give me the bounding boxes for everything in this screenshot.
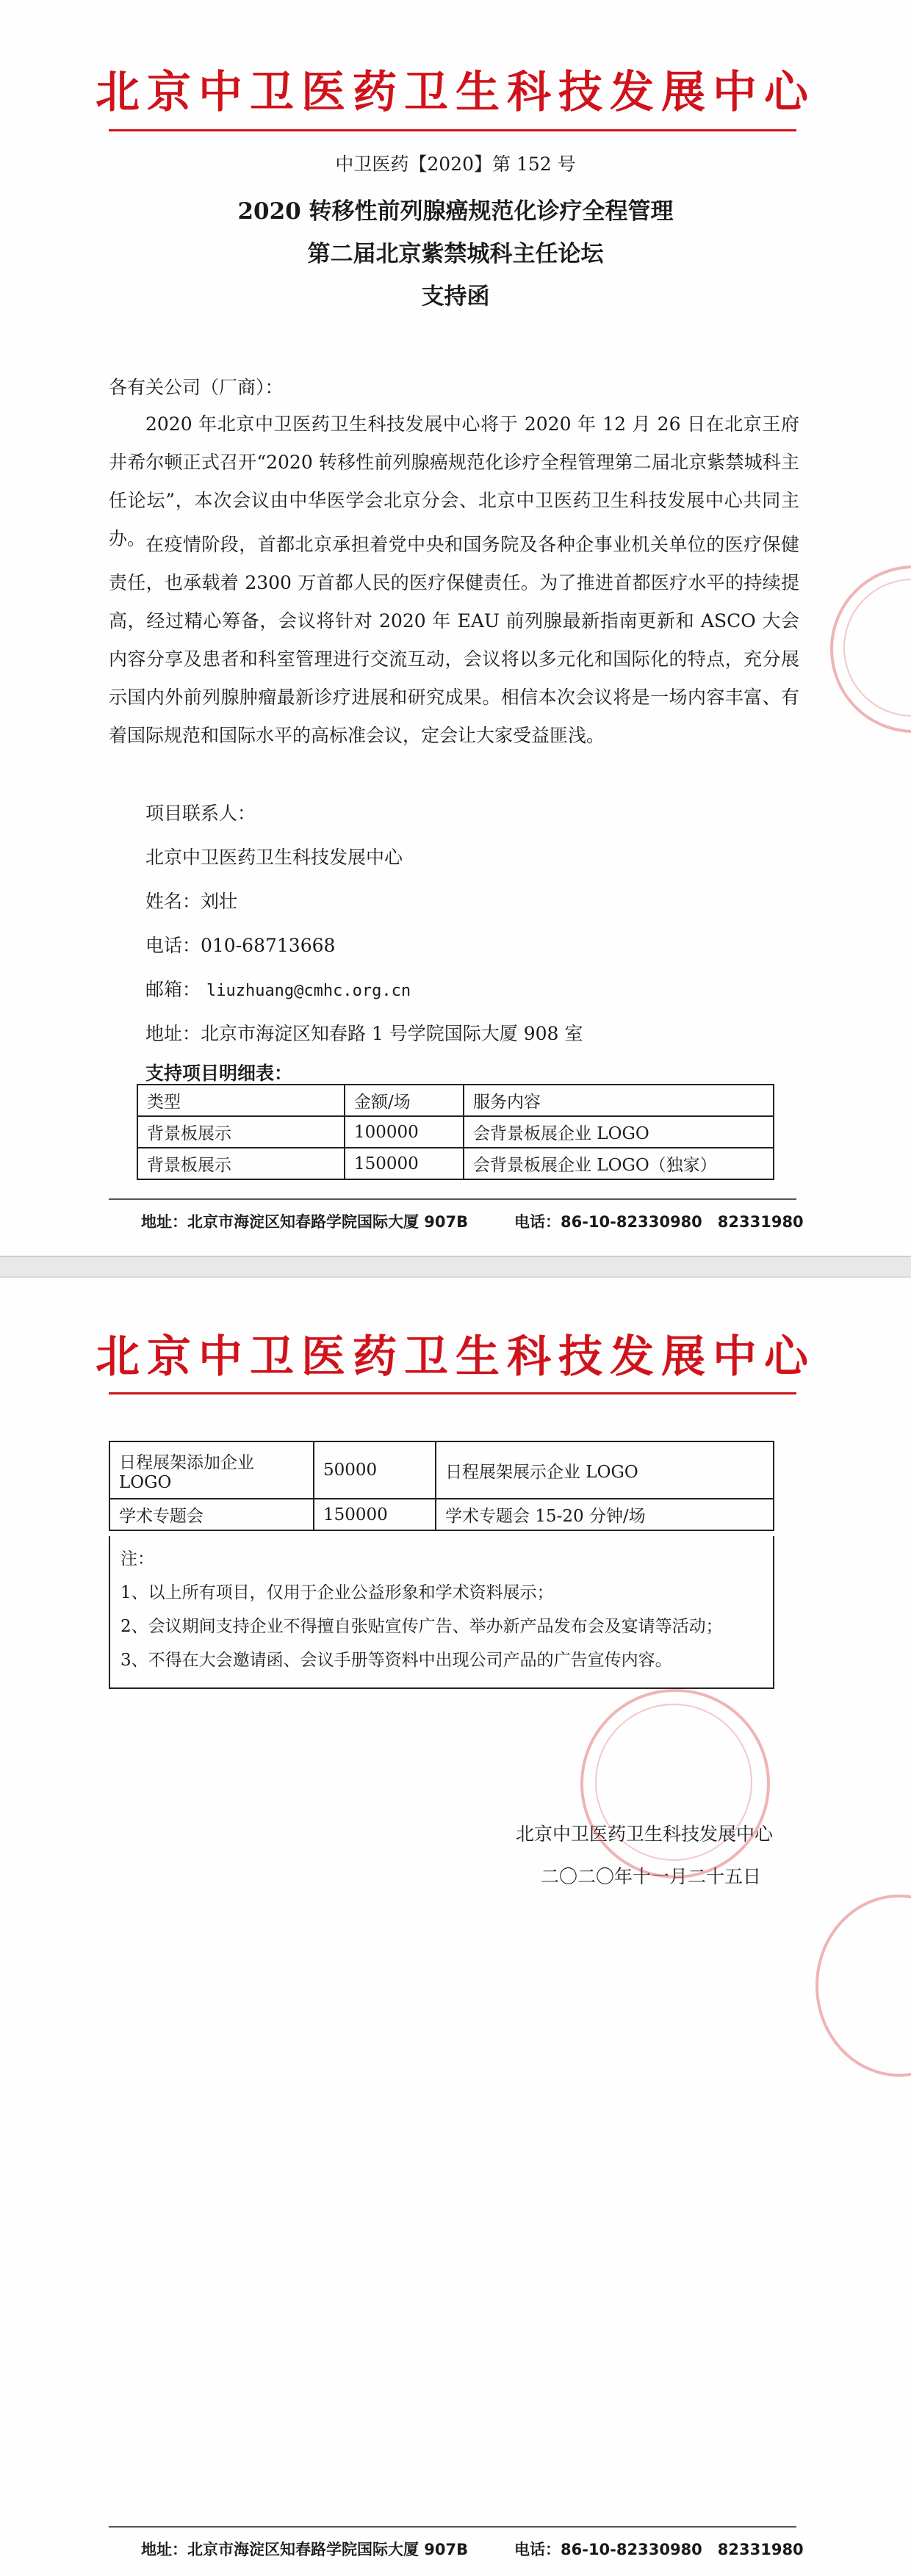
table-cell: 150000 bbox=[314, 1499, 436, 1530]
table-cell: 背景板展示 bbox=[137, 1116, 345, 1148]
table-cell: 150000 bbox=[345, 1148, 464, 1179]
table-cell: 日程展架添加企业 LOGO bbox=[109, 1441, 314, 1499]
page-gap bbox=[0, 1257, 911, 1276]
table-cell: 会背景板展企业 LOGO bbox=[464, 1116, 774, 1148]
table-cell: 100000 bbox=[345, 1116, 464, 1148]
contact-email: liuzhuang@cmhc.org.cn bbox=[206, 982, 411, 1000]
contact-phone: 电话：010-68713668 bbox=[145, 935, 336, 956]
signature-date: 二〇二〇年十一月二十五日 bbox=[541, 1866, 762, 1887]
footer-address: 地址：北京市海淀区知春路学院国际大厦 907B bbox=[141, 2541, 469, 2558]
letterhead-rule bbox=[109, 1392, 796, 1394]
footer-rule bbox=[109, 1198, 796, 1200]
table-cell: 会背景板展企业 LOGO（独家） bbox=[464, 1148, 774, 1179]
footer-rule bbox=[109, 2526, 796, 2528]
contact-name: 姓名：刘壮 bbox=[145, 891, 238, 912]
official-seal-stamp-inner bbox=[595, 1704, 752, 1861]
letterhead-title: 北京中卫医药卫生科技发展中心 bbox=[96, 1331, 815, 1383]
contact-email-row bbox=[145, 975, 411, 1002]
support-table bbox=[137, 1084, 774, 1180]
salutation: 各有关公司（厂商）： bbox=[109, 377, 284, 398]
note-item: 1、以上所有项目，仅用于企业公益形象和学术资料展示； bbox=[120, 1583, 554, 1602]
document-page-1 bbox=[0, 0, 911, 1257]
table-cell: 背景板展示 bbox=[137, 1148, 345, 1179]
table-header: 服务内容 bbox=[464, 1085, 774, 1116]
paragraph-text: 在疫情阶段，首都北京承担着党中央和国务院及各种企事业机关单位的医疗保健责任，也承载着 2300 万首都人民的医疗保健责任。为了推进首都医疗水平的持续提高，经过精心筹备，会议将针对 2020 年 EAU 前列腺最新指南更新和 ASCO 大会内容分享及患者和科室管理进行交流互动，会议将以多元化和国际化的特点，充分展示国内外前列腺肿瘤最新诊疗进展和研究成果。相信本次会议将是一场内容丰富、有着国际规范和国际水平的高标准会议，定会让大家受益匪浅。 bbox=[109, 534, 799, 746]
contact-heading: 项目联系人： bbox=[145, 803, 256, 824]
title-line-1: 2020 转移性前列腺癌规范化诊疗全程管理 bbox=[237, 198, 674, 225]
seal-stamp bbox=[815, 1895, 911, 2077]
table-cell: 学术专题会 15-20 分钟/场 bbox=[436, 1499, 774, 1530]
table-header-row bbox=[137, 1085, 774, 1116]
notes-box bbox=[109, 1536, 774, 1689]
table-cell: 50000 bbox=[314, 1441, 436, 1499]
title-line-3: 支持函 bbox=[421, 283, 490, 310]
table-row bbox=[137, 1116, 774, 1148]
table-cell: 日程展架展示企业 LOGO bbox=[436, 1441, 774, 1499]
letterhead-title: 北京中卫医药卫生科技发展中心 bbox=[96, 67, 815, 118]
contact-org: 北京中卫医药卫生科技发展中心 bbox=[145, 847, 403, 868]
letterhead-rule bbox=[109, 129, 796, 131]
footer-address: 地址：北京市海淀区知春路学院国际大厦 907B bbox=[141, 1213, 469, 1231]
footer-phone: 电话：86-10-82330980 82331980 bbox=[514, 2541, 804, 2558]
note-item: 2、会议期间支持企业不得擅自张贴宣传广告、举办新产品发布会及宴请等活动； bbox=[120, 1617, 723, 1636]
table-row bbox=[109, 1499, 774, 1530]
title-line-2: 第二届北京紫禁城科主任论坛 bbox=[307, 241, 604, 267]
contact-address: 地址：北京市海淀区知春路 1 号学院国际大厦 908 室 bbox=[145, 1023, 583, 1044]
paragraph-text: 2020 年北京中卫医药卫生科技发展中心将于 2020 年 12 月 26 日在北京王府井希尔顿正式召开“2020 转移性前列腺癌规范化诊疗全程管理第二届北京紫禁城科主任论坛”，本次会议由中华医学会北京分会、北京中卫医药卫生科技发展中心共同主办。 bbox=[109, 413, 799, 549]
note-item: 3、不得在大会邀请函、会议手册等资料中出现公司产品的广告宣传内容。 bbox=[120, 1651, 672, 1670]
contact-email-label: 邮箱： bbox=[145, 979, 201, 1000]
table-cell: 学术专题会 bbox=[109, 1499, 314, 1530]
document-page-2 bbox=[0, 1276, 911, 2576]
table-header: 金额/场 bbox=[345, 1085, 464, 1116]
support-table-continued bbox=[109, 1441, 774, 1531]
table-title: 支持项目明细表： bbox=[145, 1063, 293, 1084]
table-header: 类型 bbox=[137, 1085, 345, 1116]
table-row bbox=[109, 1441, 774, 1499]
table-row bbox=[137, 1148, 774, 1179]
body-paragraph-2 bbox=[109, 526, 799, 755]
document-number: 中卫医药【2020】第 152 号 bbox=[335, 153, 576, 175]
notes-heading: 注： bbox=[120, 1549, 154, 1569]
footer-phone: 电话：86-10-82330980 82331980 bbox=[514, 1213, 804, 1231]
signature-org: 北京中卫医药卫生科技发展中心 bbox=[516, 1823, 774, 1845]
